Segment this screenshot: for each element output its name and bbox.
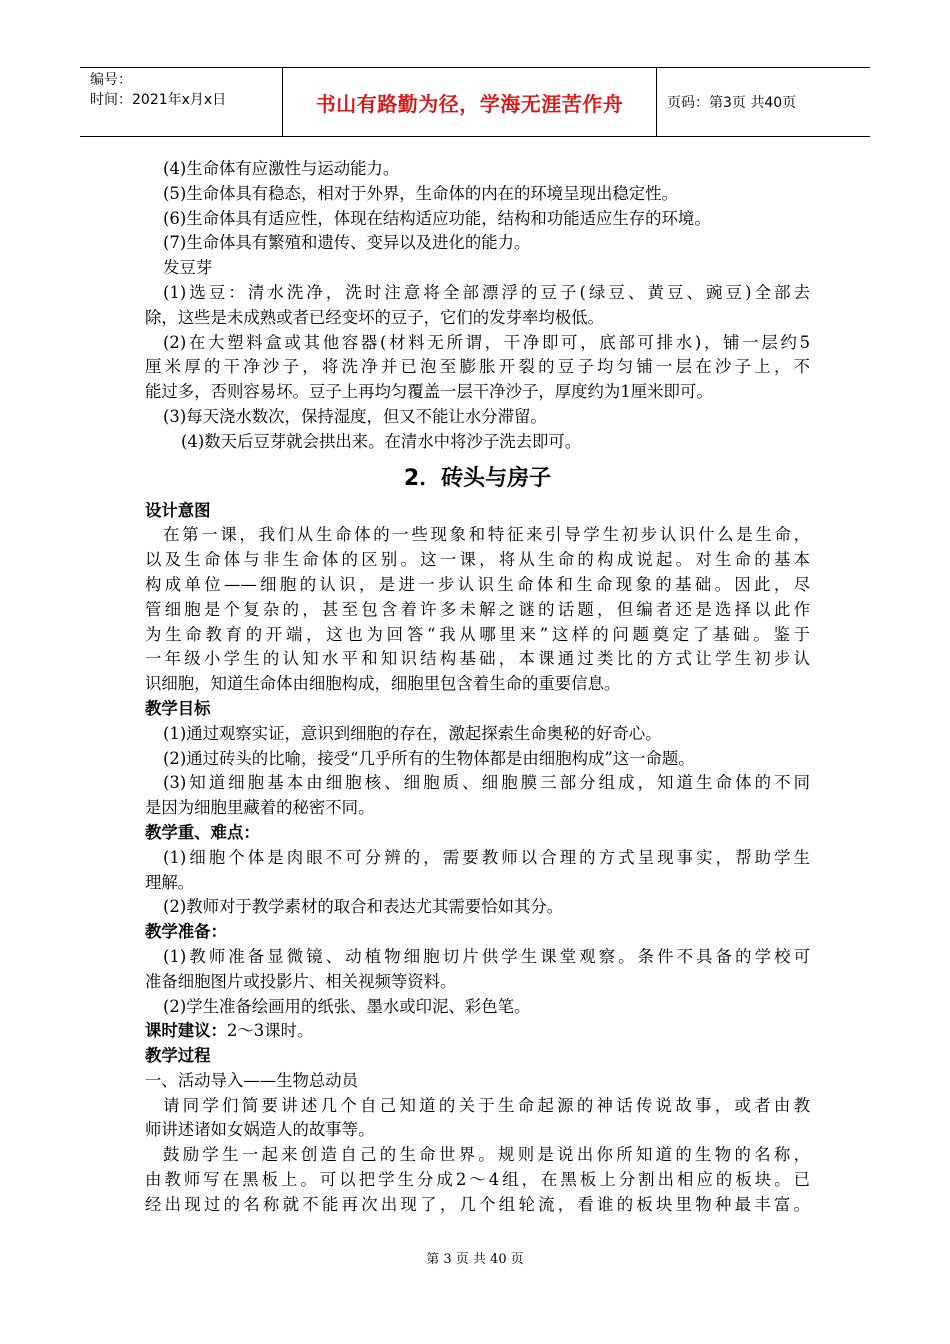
paragraph: (3)每天浇水数次，保持湿度，但又不能让水分滞留。 xyxy=(163,406,547,426)
paragraph: (5)生命体具有稳态，相对于外界，生命体的内在的环境呈现出稳定性。 xyxy=(163,183,678,203)
paragraph: (1)通过观察实证，意识到细胞的存在，激起探索生命奥秘的好奇心。 xyxy=(163,723,662,743)
paragraph: (1)选豆：清水洗净，洗时注意将全部漂浮的豆子(绿豆、黄豆、豌豆)全部去 xyxy=(163,282,810,302)
header-motto-cell xyxy=(283,68,657,136)
paragraph: (4)生命体有应激性与运动能力。 xyxy=(163,159,400,178)
paragraph: (2)通过砖头的比喻，接受“几乎所有的生物体都是由细胞构成”这一命题。 xyxy=(163,748,695,768)
activity-title: 一、活动导入——生物总动员 xyxy=(145,1070,359,1090)
heading-preparation: 教学准备： xyxy=(145,922,227,942)
document-body xyxy=(145,157,810,1218)
paragraph: (3)知道细胞基本由细胞核、细胞质、细胞膜三部分组成，知道生命体的不同 xyxy=(163,773,810,793)
paragraph: 为生命教育的开端，这也为回答“我从哪里来”这样的问题奠定了基础。鉴于 xyxy=(145,624,810,644)
subheading: 发豆芽 xyxy=(163,258,213,278)
hours-value: 2～3课时。 xyxy=(226,1021,314,1041)
paragraph: 在第一课，我们从生命体的一些现象和特征来引导学生初步认识什么是生命， xyxy=(163,525,810,545)
paragraph: 理解。 xyxy=(145,872,195,892)
header-meta xyxy=(80,68,283,136)
paragraph: (1)教师准备显微镜、动植物细胞切片供学生课堂观察。条件不具备的学校可 xyxy=(163,946,810,966)
paragraph: (2)在大塑料盒或其他容器(材料无所谓，干净即可，底部可排水)，铺一层约5 xyxy=(163,332,810,352)
paragraph: 除，这些是未成熟或者已经变坏的豆子，它们的发芽率均极低。 xyxy=(145,307,604,327)
paragraph: 请同学们简要讲述几个自己知道的关于生命起源的神话传说故事，或者由教 xyxy=(163,1095,810,1115)
paragraph: 管细胞是个复杂的，甚至包含着许多未解之谜的话题，但编者还是选择以此作 xyxy=(145,599,810,619)
paragraph: (4)数天后豆芽就会拱出来。在清水中将沙子洗去即可。 xyxy=(181,431,582,451)
header-page-info: 页码：第3页 共40页 xyxy=(667,95,797,111)
paragraph: 准备细胞图片或投影片、相关视频等资料。 xyxy=(145,971,457,991)
header-number: 编号： xyxy=(90,72,132,88)
page-header xyxy=(80,67,870,137)
header-date: 时间：2021年x月x日 xyxy=(90,92,227,108)
page-footer: 第 3 页 共 40 页 xyxy=(426,1252,524,1267)
paragraph: 厘米厚的干净沙子，将洗净并已泡至膨胀开裂的豆子均匀铺一层在沙子上，不 xyxy=(145,357,810,377)
paragraph: 能过多，否则容易坏。豆子上再均匀覆盖一层干净沙子，厚度约为1厘米即可。 xyxy=(145,382,713,402)
heading-design: 设计意图 xyxy=(145,500,211,520)
section-title: 2．砖头与房子 xyxy=(403,465,552,491)
paragraph: 经出现过的名称就不能再次出现了，几个组轮流，看谁的板块里物种最丰富。 xyxy=(145,1194,810,1214)
paragraph: 以及生命体与非生命体的区别。这一课，将从生命的构成说起。对生命的基本 xyxy=(145,550,810,570)
class-hours xyxy=(145,1019,810,1044)
paragraph: (2)教师对于教学素材的取合和表达尤其需要恰如其分。 xyxy=(163,897,564,917)
heading-key-points: 教学重、难点： xyxy=(145,822,260,842)
paragraph: (1)细胞个体是肉眼不可分辨的，需要教师以合理的方式呈现事实，帮助学生 xyxy=(163,847,810,867)
paragraph: 构成单位——细胞的认识，是进一步认识生命体和生命现象的基础。因此，尽 xyxy=(145,574,810,594)
paragraph: 由教师写在黑板上。可以把学生分成2～4组，在黑板上分割出相应的板块。已 xyxy=(145,1170,810,1190)
paragraph: (6)生命体具有适应性，体现在结构适应功能，结构和功能适应生存的环境。 xyxy=(163,208,711,228)
paragraph: (7)生命体具有繁殖和遗传、变异以及进化的能力。 xyxy=(163,233,531,253)
paragraph: 是因为细胞里藏着的秘密不同。 xyxy=(145,798,375,818)
paragraph: 师讲述诸如女娲造人的故事等。 xyxy=(145,1120,375,1140)
heading-process: 教学过程 xyxy=(145,1046,211,1066)
header-motto: 书山有路勤为径，学海无涯苦作舟 xyxy=(315,91,624,116)
paragraph: (2)学生准备绘画用的纸张、墨水或印泥、彩色笔。 xyxy=(163,996,531,1016)
paragraph: 识细胞，知道生命体由细胞构成，细胞里包含着生命的重要信息。 xyxy=(145,674,621,694)
paragraph: 一年级小学生的认知水平和知识结构基础，本课通过类比的方式让学生初步认 xyxy=(145,649,810,669)
heading-goals: 教学目标 xyxy=(145,698,211,718)
paragraph: 鼓励学生一起来创造自己的生命世界。规则是说出你所知道的生物的名称， xyxy=(163,1145,810,1165)
heading-hours: 课时建议： xyxy=(145,1021,227,1041)
